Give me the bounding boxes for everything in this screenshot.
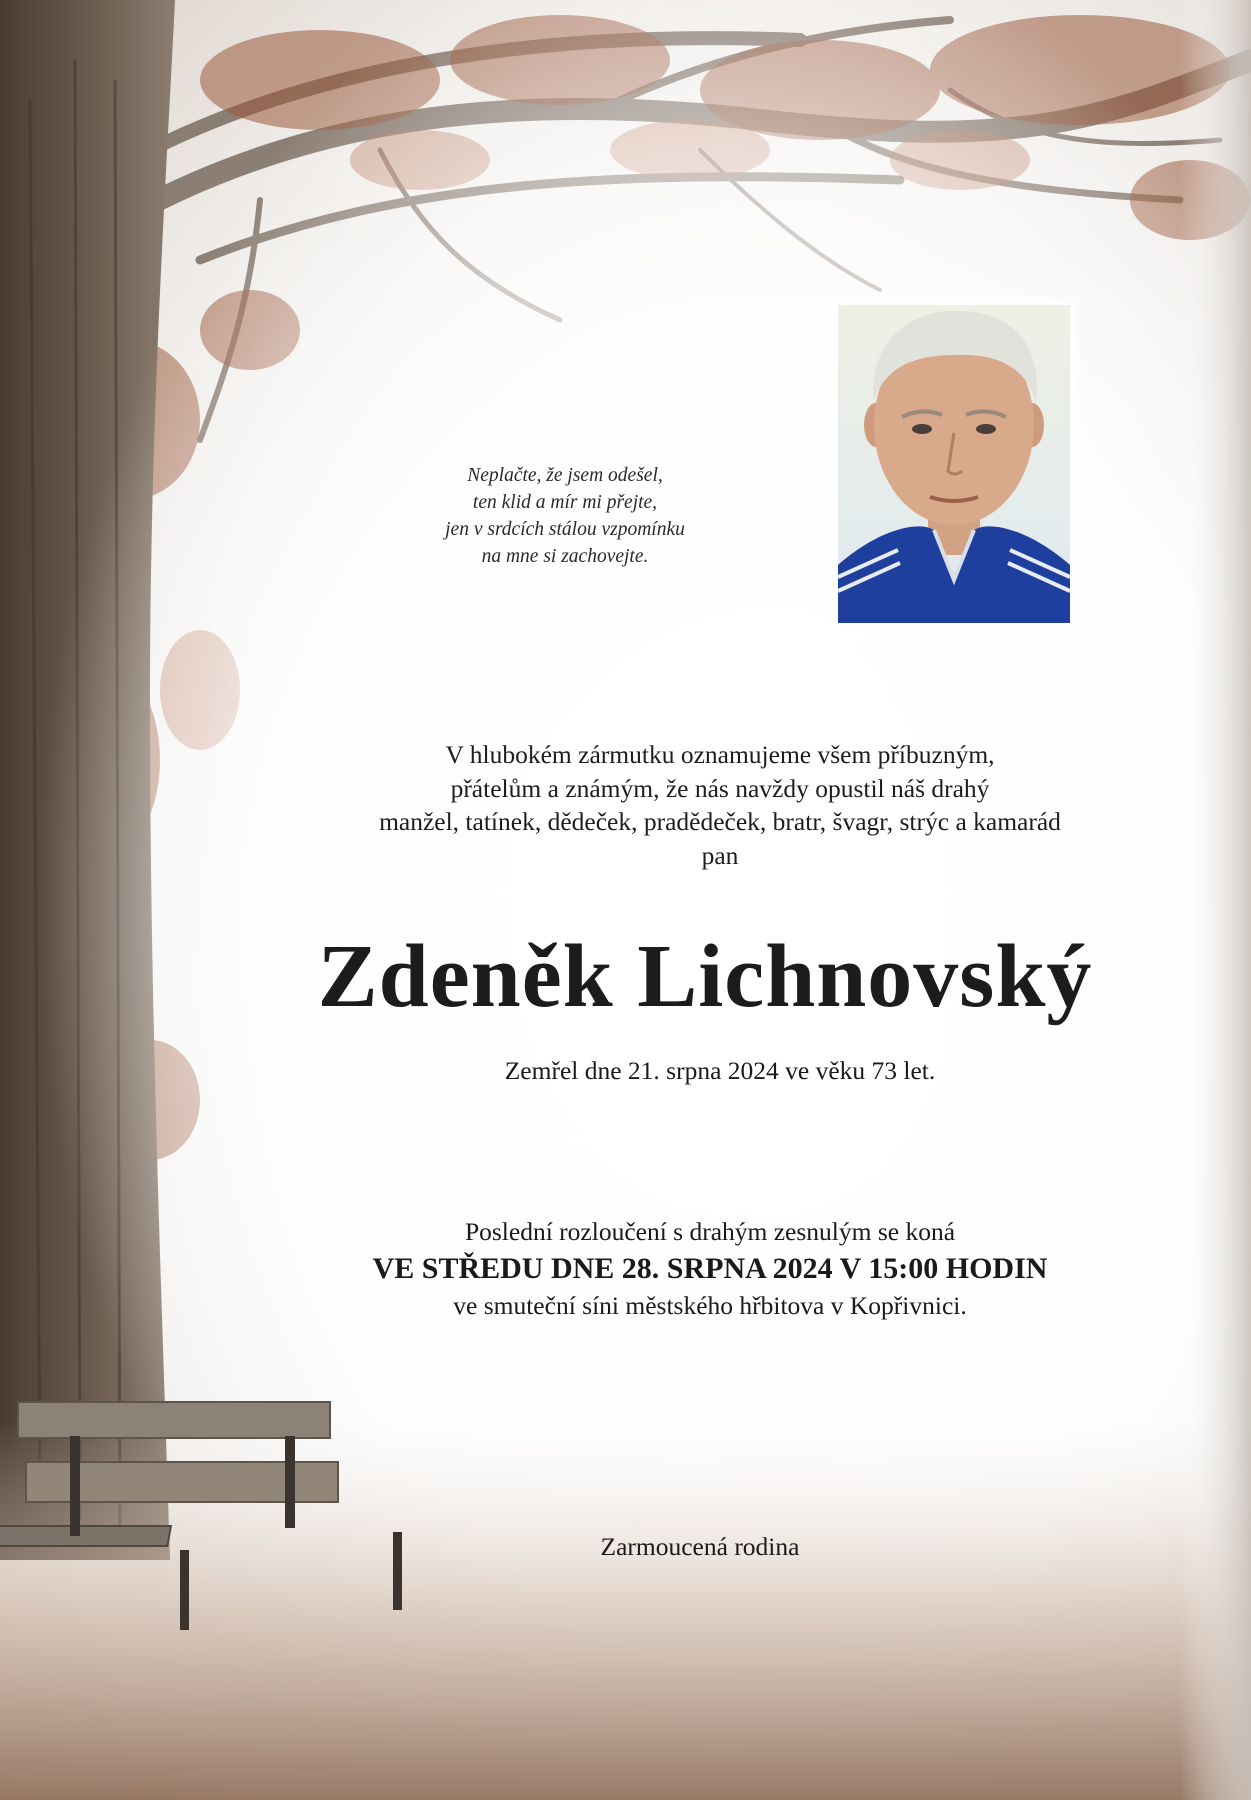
announcement-line: manžel, tatínek, dědeček, pradědeček, bratr, švagr, strýc a kamarád (379, 807, 1061, 836)
announcement-line: pan (701, 840, 739, 870)
farewell-info (240, 1214, 1180, 1324)
farewell-place: ve smuteční síni městského hřbitova v Kopřivnici. (453, 1291, 967, 1320)
death-date-line: Zemřel dne 21. srpna 2024 ve věku 73 let. (504, 1056, 936, 1085)
farewell-datetime: VE STŘEDU DNE 28. SRPNA 2024 V 15:00 HODIN (372, 1252, 1048, 1285)
memorial-verse (380, 462, 750, 570)
farewell-intro: Poslední rozloučení s drahým zesnulým se koná (464, 1217, 956, 1246)
announcement-line: přátelům a známým, že nás navždy opustil náš drahý (450, 773, 990, 803)
portrait-icon (838, 305, 1070, 623)
verse-line: ten klid a mír mi přejte, (472, 492, 658, 513)
verse-line: jen v srdcích stálou vzpomínku (445, 519, 685, 540)
portrait-photo (838, 305, 1070, 623)
verse-line: na mne si zachovejte. (481, 546, 649, 567)
announcement-text (260, 738, 1180, 872)
verse-line: Neplačte, že jsem odešel, (467, 465, 663, 486)
family-signature: Zarmoucená rodina (600, 1532, 800, 1561)
deceased-name: Zdeněk Lichnovský (317, 927, 1093, 1026)
announcement-line: V hlubokém zármutku oznamujeme všem příbuzným, (445, 740, 995, 769)
